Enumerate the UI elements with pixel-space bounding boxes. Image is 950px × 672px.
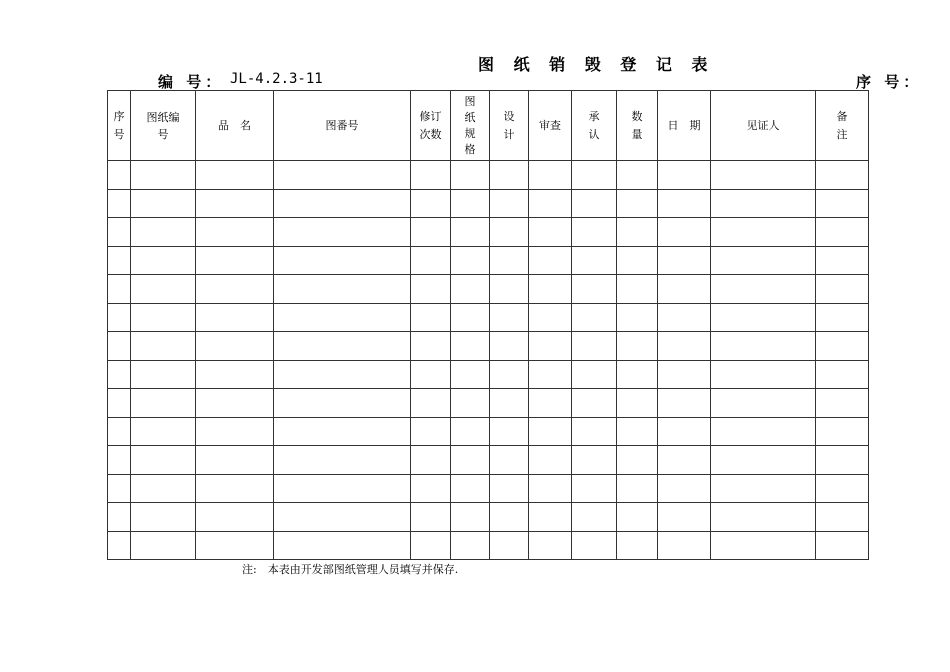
table-cell-quantity[interactable]: [617, 303, 658, 332]
table-cell-drawing_spec[interactable]: [451, 275, 490, 304]
column-header-drawing-spec: 图纸规格: [451, 91, 490, 161]
table-cell-product_name[interactable]: [196, 332, 274, 361]
table-cell-seq[interactable]: [108, 503, 131, 532]
table-cell-drawing_spec[interactable]: [451, 474, 490, 503]
column-header-approve: 承认: [572, 91, 617, 161]
table-cell-drawing_no[interactable]: [131, 531, 196, 560]
table-cell-figure_no[interactable]: [274, 474, 411, 503]
table-cell-revision_count[interactable]: [411, 246, 451, 275]
table-cell-revision_count[interactable]: [411, 332, 451, 361]
table-cell-seq[interactable]: [108, 218, 131, 247]
table-cell-review[interactable]: [529, 303, 572, 332]
table-cell-remarks[interactable]: [816, 246, 869, 275]
table-cell-design[interactable]: [490, 417, 529, 446]
table-cell-witness[interactable]: [711, 246, 816, 275]
table-cell-figure_no[interactable]: [274, 161, 411, 190]
column-header-quantity: 数量: [617, 91, 658, 161]
table-row: [108, 474, 869, 503]
table-cell-figure_no[interactable]: [274, 303, 411, 332]
table-cell-remarks[interactable]: [816, 389, 869, 418]
table-cell-revision_count[interactable]: [411, 360, 451, 389]
table-cell-quantity[interactable]: [617, 218, 658, 247]
table-cell-review[interactable]: [529, 275, 572, 304]
column-header-witness: 见证人: [711, 91, 816, 161]
table-cell-seq[interactable]: [108, 275, 131, 304]
table-cell-witness[interactable]: [711, 389, 816, 418]
table-cell-remarks[interactable]: [816, 303, 869, 332]
table-cell-design[interactable]: [490, 474, 529, 503]
table-cell-witness[interactable]: [711, 446, 816, 475]
table-cell-remarks[interactable]: [816, 446, 869, 475]
table-cell-drawing_spec[interactable]: [451, 246, 490, 275]
table-cell-quantity[interactable]: [617, 161, 658, 190]
table-cell-figure_no[interactable]: [274, 246, 411, 275]
table-cell-date[interactable]: [658, 446, 711, 475]
table-cell-date[interactable]: [658, 531, 711, 560]
table-cell-drawing_no[interactable]: [131, 189, 196, 218]
table-cell-witness[interactable]: [711, 161, 816, 190]
table-cell-witness[interactable]: [711, 189, 816, 218]
column-header-product-name: 品 名: [196, 91, 274, 161]
table-cell-product_name[interactable]: [196, 417, 274, 446]
table-cell-date[interactable]: [658, 389, 711, 418]
table-cell-design[interactable]: [490, 360, 529, 389]
column-header-review: 审查: [529, 91, 572, 161]
table-cell-date[interactable]: [658, 246, 711, 275]
table-cell-design[interactable]: [490, 275, 529, 304]
table-cell-seq[interactable]: [108, 303, 131, 332]
table-cell-witness[interactable]: [711, 275, 816, 304]
table-cell-remarks[interactable]: [816, 417, 869, 446]
footnote: 注: 本表由开发部图纸管理人员填写并保存.: [242, 563, 459, 576]
table-cell-remarks[interactable]: [816, 531, 869, 560]
table-cell-revision_count[interactable]: [411, 417, 451, 446]
table-row: [108, 360, 869, 389]
table-cell-approve[interactable]: [572, 161, 617, 190]
table-row: [108, 503, 869, 532]
table-cell-review[interactable]: [529, 417, 572, 446]
table-cell-witness[interactable]: [711, 531, 816, 560]
table-cell-review[interactable]: [529, 474, 572, 503]
table-cell-approve[interactable]: [572, 189, 617, 218]
table-cell-date[interactable]: [658, 189, 711, 218]
table-cell-product_name[interactable]: [196, 446, 274, 475]
table-cell-drawing_no[interactable]: [131, 474, 196, 503]
table-cell-figure_no[interactable]: [274, 417, 411, 446]
table-cell-date[interactable]: [658, 474, 711, 503]
table-cell-witness[interactable]: [711, 332, 816, 361]
table-row: [108, 303, 869, 332]
table-cell-revision_count[interactable]: [411, 503, 451, 532]
table-row: [108, 446, 869, 475]
table-cell-approve[interactable]: [572, 474, 617, 503]
table-cell-drawing_spec[interactable]: [451, 332, 490, 361]
table-cell-remarks[interactable]: [816, 189, 869, 218]
table-cell-drawing_no[interactable]: [131, 275, 196, 304]
table-cell-quantity[interactable]: [617, 246, 658, 275]
table-cell-date[interactable]: [658, 360, 711, 389]
table-cell-product_name[interactable]: [196, 531, 274, 560]
table-cell-date[interactable]: [658, 275, 711, 304]
table-cell-date[interactable]: [658, 332, 711, 361]
table-cell-witness[interactable]: [711, 503, 816, 532]
table-cell-drawing_spec[interactable]: [451, 446, 490, 475]
table-cell-revision_count[interactable]: [411, 303, 451, 332]
table-cell-remarks[interactable]: [816, 332, 869, 361]
table-cell-product_name[interactable]: [196, 218, 274, 247]
table-row: [108, 246, 869, 275]
table-cell-design[interactable]: [490, 531, 529, 560]
table-cell-drawing_no[interactable]: [131, 332, 196, 361]
table-cell-seq[interactable]: [108, 531, 131, 560]
table-cell-review[interactable]: [529, 161, 572, 190]
column-header-seq: 序号: [108, 91, 131, 161]
table-cell-figure_no[interactable]: [274, 332, 411, 361]
table-cell-product_name[interactable]: [196, 275, 274, 304]
table-cell-date[interactable]: [658, 161, 711, 190]
table-cell-review[interactable]: [529, 189, 572, 218]
table-row: [108, 161, 869, 190]
table-cell-drawing_spec[interactable]: [451, 161, 490, 190]
table-cell-date[interactable]: [658, 503, 711, 532]
table-cell-witness[interactable]: [711, 360, 816, 389]
table-cell-design[interactable]: [490, 246, 529, 275]
table-cell-figure_no[interactable]: [274, 218, 411, 247]
table-cell-drawing_spec[interactable]: [451, 360, 490, 389]
table-cell-drawing_no[interactable]: [131, 246, 196, 275]
table-header-row: [108, 91, 869, 161]
table-cell-witness[interactable]: [711, 303, 816, 332]
table-cell-review[interactable]: [529, 531, 572, 560]
table-cell-product_name[interactable]: [196, 360, 274, 389]
table-cell-figure_no[interactable]: [274, 531, 411, 560]
table-cell-figure_no[interactable]: [274, 503, 411, 532]
table-cell-figure_no[interactable]: [274, 360, 411, 389]
table-cell-seq[interactable]: [108, 332, 131, 361]
table-cell-drawing_no[interactable]: [131, 360, 196, 389]
column-header-design: 设计: [490, 91, 529, 161]
table-cell-approve[interactable]: [572, 360, 617, 389]
table-cell-figure_no[interactable]: [274, 389, 411, 418]
table-cell-remarks[interactable]: [816, 161, 869, 190]
column-header-date: 日 期: [658, 91, 711, 161]
table-cell-drawing_no[interactable]: [131, 417, 196, 446]
table-cell-figure_no[interactable]: [274, 189, 411, 218]
table-cell-revision_count[interactable]: [411, 474, 451, 503]
table-cell-product_name[interactable]: [196, 474, 274, 503]
table-cell-product_name[interactable]: [196, 303, 274, 332]
form-title: 图 纸 销 毁 登 记 表: [478, 55, 715, 74]
table-cell-quantity[interactable]: [617, 446, 658, 475]
table-cell-remarks[interactable]: [816, 503, 869, 532]
table-cell-revision_count[interactable]: [411, 218, 451, 247]
table-cell-date[interactable]: [658, 303, 711, 332]
table-cell-figure_no[interactable]: [274, 275, 411, 304]
table-cell-approve[interactable]: [572, 332, 617, 361]
table-cell-seq[interactable]: [108, 389, 131, 418]
table-cell-approve[interactable]: [572, 246, 617, 275]
table-cell-review[interactable]: [529, 446, 572, 475]
table-cell-remarks[interactable]: [816, 275, 869, 304]
table-cell-drawing_no[interactable]: [131, 389, 196, 418]
table-cell-revision_count[interactable]: [411, 531, 451, 560]
table-cell-drawing_spec[interactable]: [451, 389, 490, 418]
table-cell-date[interactable]: [658, 417, 711, 446]
table-cell-revision_count[interactable]: [411, 446, 451, 475]
table-cell-product_name[interactable]: [196, 389, 274, 418]
table-cell-seq[interactable]: [108, 246, 131, 275]
form-code-label: 编 号：: [158, 73, 225, 91]
table-cell-witness[interactable]: [711, 417, 816, 446]
table-cell-quantity[interactable]: [617, 503, 658, 532]
table-cell-quantity[interactable]: [617, 189, 658, 218]
table-cell-approve[interactable]: [572, 417, 617, 446]
table-cell-witness[interactable]: [711, 218, 816, 247]
table-cell-design[interactable]: [490, 389, 529, 418]
table-cell-quantity[interactable]: [617, 275, 658, 304]
table-cell-quantity[interactable]: [617, 389, 658, 418]
table-cell-figure_no[interactable]: [274, 446, 411, 475]
table-cell-seq[interactable]: [108, 417, 131, 446]
table-cell-product_name[interactable]: [196, 189, 274, 218]
table-cell-approve[interactable]: [572, 218, 617, 247]
table-cell-approve[interactable]: [572, 531, 617, 560]
table-cell-drawing_spec[interactable]: [451, 503, 490, 532]
table-cell-review[interactable]: [529, 360, 572, 389]
table-body: [108, 161, 869, 560]
table-row: [108, 389, 869, 418]
table-cell-design[interactable]: [490, 189, 529, 218]
table-row: [108, 275, 869, 304]
table-cell-drawing_no[interactable]: [131, 303, 196, 332]
table-row: [108, 531, 869, 560]
table-cell-seq[interactable]: [108, 161, 131, 190]
table-cell-product_name[interactable]: [196, 503, 274, 532]
table-cell-drawing_no[interactable]: [131, 218, 196, 247]
serial-number-label: 序 号：: [856, 73, 923, 91]
table-cell-review[interactable]: [529, 389, 572, 418]
table-cell-revision_count[interactable]: [411, 189, 451, 218]
table-cell-product_name[interactable]: [196, 161, 274, 190]
destruction-register-table: [107, 90, 869, 560]
table-cell-seq[interactable]: [108, 360, 131, 389]
table-cell-design[interactable]: [490, 503, 529, 532]
table-cell-approve[interactable]: [572, 389, 617, 418]
column-header-drawing-no: 图纸编号: [131, 91, 196, 161]
column-header-remarks: 备注: [816, 91, 869, 161]
table-row: [108, 332, 869, 361]
table-row: [108, 189, 869, 218]
table-cell-drawing_spec[interactable]: [451, 531, 490, 560]
table-cell-design[interactable]: [490, 218, 529, 247]
table-cell-quantity[interactable]: [617, 332, 658, 361]
table-cell-design[interactable]: [490, 161, 529, 190]
table-cell-approve[interactable]: [572, 303, 617, 332]
table-cell-approve[interactable]: [572, 275, 617, 304]
table-cell-review[interactable]: [529, 218, 572, 247]
table-cell-remarks[interactable]: [816, 218, 869, 247]
table-cell-review[interactable]: [529, 332, 572, 361]
table-cell-drawing_no[interactable]: [131, 161, 196, 190]
table-cell-approve[interactable]: [572, 446, 617, 475]
column-header-revision-count: 修订次数: [411, 91, 451, 161]
table-cell-quantity[interactable]: [617, 531, 658, 560]
table-cell-approve[interactable]: [572, 503, 617, 532]
table-cell-design[interactable]: [490, 303, 529, 332]
table-cell-seq[interactable]: [108, 474, 131, 503]
table-cell-review[interactable]: [529, 246, 572, 275]
table-cell-drawing_spec[interactable]: [451, 303, 490, 332]
table-cell-revision_count[interactable]: [411, 275, 451, 304]
table-cell-drawing_no[interactable]: [131, 503, 196, 532]
table-cell-date[interactable]: [658, 218, 711, 247]
table-cell-remarks[interactable]: [816, 360, 869, 389]
table-cell-witness[interactable]: [711, 474, 816, 503]
table-row: [108, 218, 869, 247]
table-cell-revision_count[interactable]: [411, 161, 451, 190]
table-cell-drawing_spec[interactable]: [451, 417, 490, 446]
table-row: [108, 417, 869, 446]
table-cell-revision_count[interactable]: [411, 389, 451, 418]
table-cell-product_name[interactable]: [196, 246, 274, 275]
table-cell-quantity[interactable]: [617, 474, 658, 503]
table-cell-seq[interactable]: [108, 446, 131, 475]
table-cell-quantity[interactable]: [617, 417, 658, 446]
table-cell-remarks[interactable]: [816, 474, 869, 503]
column-header-figure-no: 图番号: [274, 91, 411, 161]
table-cell-seq[interactable]: [108, 189, 131, 218]
table-cell-quantity[interactable]: [617, 360, 658, 389]
table-cell-review[interactable]: [529, 503, 572, 532]
table-cell-drawing_spec[interactable]: [451, 218, 490, 247]
table-cell-drawing_no[interactable]: [131, 446, 196, 475]
table-cell-drawing_spec[interactable]: [451, 189, 490, 218]
table-cell-design[interactable]: [490, 332, 529, 361]
form-code-value: JL-4.2.3-11: [230, 71, 323, 87]
table-cell-design[interactable]: [490, 446, 529, 475]
